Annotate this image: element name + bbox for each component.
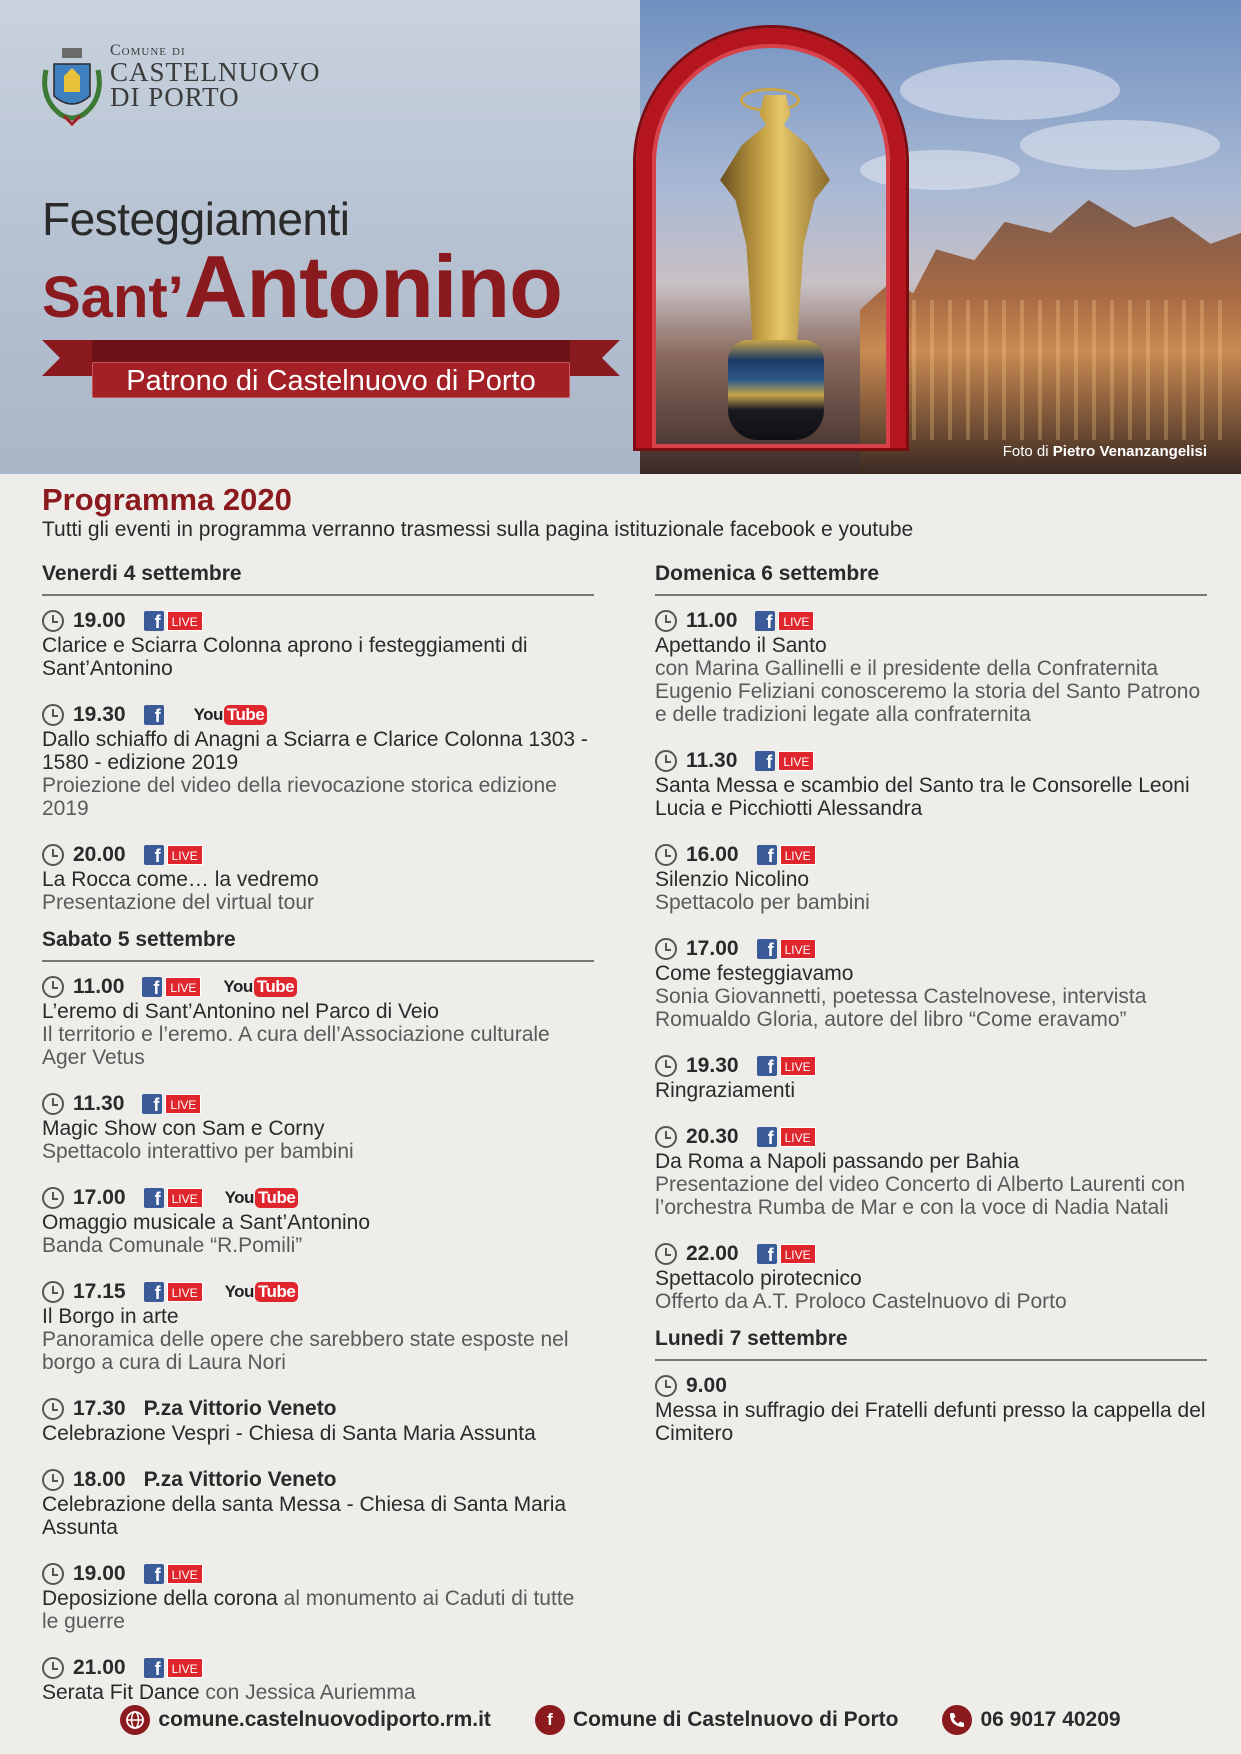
clock-icon: [42, 1093, 64, 1115]
clock-icon: [42, 1281, 64, 1303]
event-title: Spettacolo pirotecnico: [655, 1267, 862, 1290]
day-heading: Venerdi 4 settembre: [42, 562, 594, 596]
comune-name: CASTELNUOVO DI PORTO: [110, 57, 321, 112]
event-item: [42, 974, 594, 1069]
footer-contacts: [0, 1700, 1241, 1740]
facebook-icon: f: [142, 977, 162, 997]
photo-credit-author: Pietro Venanzangelisi: [1052, 443, 1207, 460]
live-badge: LIVE: [167, 1188, 203, 1208]
youtube-tube: Tube: [255, 1188, 298, 1208]
facebook-icon: f: [535, 1705, 565, 1735]
comune-label: Comune di: [110, 42, 186, 59]
event-time: 17.15: [73, 1280, 126, 1303]
footer-website[interactable]: [120, 1705, 491, 1735]
footer-facebook[interactable]: [535, 1705, 899, 1735]
facebook-icon: f: [757, 1127, 777, 1147]
event-time: 20.00: [73, 843, 126, 866]
live-badge: LIVE: [780, 939, 816, 959]
event-time: 19.30: [73, 703, 126, 726]
clock-icon: [655, 938, 677, 960]
facebook-icon: f: [755, 611, 775, 631]
event-title: Celebrazione Vespri - Chiesa di Santa Maria Assunta: [42, 1422, 536, 1445]
live-badge: LIVE: [165, 1094, 201, 1114]
live-badge: LIVE: [780, 1127, 816, 1147]
clock-icon: [655, 750, 677, 772]
event-item: [655, 1053, 1207, 1102]
facebook-icon: f: [144, 845, 164, 865]
facebook-icon: f: [757, 939, 777, 959]
event-item: [655, 842, 1207, 914]
clock-icon: [42, 976, 64, 998]
event-item: [42, 1655, 594, 1704]
event-title: Come festeggiavamo: [655, 962, 854, 985]
facebook-icon: f: [144, 705, 164, 725]
event-time: 16.00: [686, 843, 739, 866]
header-banner: [0, 0, 1241, 474]
event-time: 18.00: [73, 1468, 126, 1491]
cloud: [900, 60, 1120, 120]
facebook-icon: f: [144, 1282, 164, 1302]
event-description: Il territorio e l’eremo. A cura dell’Associazione culturale Ager Vetus: [42, 1023, 550, 1069]
event-title-main: Serata Fit Dance: [42, 1681, 200, 1704]
event-place: P.za Vittorio Veneto: [143, 1397, 337, 1420]
event-title: Dallo schiaffo di Anagni a Sciarra e Clarice Colonna 1303 - 1580 - edizione 2019: [42, 728, 588, 774]
event-item: [42, 1561, 594, 1633]
live-badge: LIVE: [167, 1564, 203, 1584]
youtube-tube: Tube: [254, 977, 297, 997]
event-description: Offerto da A.T. Proloco Castelnuovo di Porto: [655, 1290, 1067, 1313]
photo-credit-prefix: Foto di: [1002, 443, 1053, 460]
day-heading: Domenica 6 settembre: [655, 562, 1207, 596]
program-title: Programma 2020: [42, 482, 292, 517]
event-description: Banda Comunale “R.Pomili”: [42, 1234, 303, 1257]
event-title: Santa Messa e scambio del Santo tra le Consorelle Leoni Lucia e Picchiotti Alessandra: [655, 774, 1190, 820]
event-title-rest: con Jessica Auriemma: [199, 1681, 416, 1704]
town-lights: [880, 300, 1230, 440]
event-time: 20.30: [686, 1125, 739, 1148]
cloud: [1020, 120, 1220, 170]
youtube-you: You: [224, 1188, 254, 1207]
event-item: [655, 1124, 1207, 1219]
clock-icon: [42, 1398, 64, 1420]
event-title: Magic Show con Sam e Corny: [42, 1117, 325, 1140]
event-title: Celebrazione della santa Messa - Chiesa di Santa Maria Assunta: [42, 1493, 567, 1539]
event-item: [42, 1279, 594, 1374]
event-title: Il Borgo in arte: [42, 1305, 179, 1328]
clock-icon: [42, 1469, 64, 1491]
live-badge: LIVE: [780, 845, 816, 865]
live-badge: LIVE: [167, 1282, 203, 1302]
event-description: Panoramica delle opere che sarebbero state esposte nel borgo a cura di Laura Nori: [42, 1328, 569, 1374]
event-time: 9.00: [686, 1374, 727, 1397]
event-item: [42, 1396, 594, 1445]
comune-logo: [40, 42, 320, 132]
clock-icon: [42, 1187, 64, 1209]
facebook-icon: f: [757, 1056, 777, 1076]
clock-icon: [42, 844, 64, 866]
facebook-icon: f: [144, 1564, 164, 1584]
clock-icon: [655, 844, 677, 866]
title-sant: Sant’: [42, 265, 184, 330]
crest-icon: [40, 46, 104, 130]
event-description: Spettacolo interattivo per bambini: [42, 1140, 354, 1163]
clock-icon: [42, 1563, 64, 1585]
festeggiamenti-title: Festeggiamenti: [42, 193, 350, 245]
day-heading: Sabato 5 settembre: [42, 928, 594, 962]
event-time: 19.00: [73, 609, 126, 632]
event-item: [655, 1373, 1207, 1445]
youtube-icon: [223, 977, 297, 997]
event-title-main: Deposizione della corona: [42, 1587, 278, 1610]
event-description: Sonia Giovannetti, poetessa Castelnovese, intervista Romualdo Gloria, autore del libro “Come eravamo”: [655, 985, 1147, 1031]
phone-icon: [942, 1705, 972, 1735]
facebook-icon: f: [142, 1094, 162, 1114]
event-title: Ringraziamenti: [655, 1079, 796, 1102]
clock-icon: [655, 610, 677, 632]
ribbon-banner: [42, 340, 620, 400]
facebook-icon: f: [757, 845, 777, 865]
clock-icon: [655, 1126, 677, 1148]
event-time: 11.00: [686, 609, 738, 632]
event-item: [42, 702, 594, 820]
live-badge: LIVE: [778, 611, 814, 631]
program-subtitle: Tutti gli eventi in programma verranno trasmessi sulla pagina istituzionale facebook e youtube: [42, 518, 914, 541]
event-time: 17.00: [73, 1186, 126, 1209]
event-time: 22.00: [686, 1242, 739, 1265]
event-title: La Rocca come… la vedremo: [42, 868, 319, 891]
program-column-left: [42, 562, 594, 1726]
footer-phone[interactable]: [942, 1705, 1120, 1735]
live-badge: LIVE: [167, 611, 203, 631]
globe-icon: [120, 1705, 150, 1735]
youtube-you: You: [193, 705, 223, 724]
facebook-icon: f: [757, 1244, 777, 1264]
event-description: con Marina Gallinelli e il presidente della Confraternita Eugenio Feliziani conosceremo la storia del Santo Patrono e delle tradizioni legate alla confraternita: [655, 657, 1201, 726]
event-description: Proiezione del video della rievocazione storica edizione 2019: [42, 774, 557, 820]
event-item: [42, 608, 594, 680]
event-time: 21.00: [73, 1656, 126, 1679]
event-title: Da Roma a Napoli passando per Bahia: [655, 1150, 1020, 1173]
live-badge: LIVE: [165, 977, 201, 997]
event-title: [42, 1587, 594, 1633]
clock-icon: [42, 610, 64, 632]
event-item: [655, 748, 1207, 820]
event-title: Clarice e Sciarra Colonna aprono i festeggiamenti di Sant’Antonino: [42, 634, 528, 680]
event-description: Presentazione del video Concerto di Alberto Laurenti con l’orchestra Rumba de Mar e con la voce di Nadia Natali: [655, 1173, 1186, 1219]
website-link[interactable]: comune.castelnuovodiporto.rm.it: [158, 1708, 491, 1731]
youtube-icon: [194, 705, 268, 725]
youtube-tube: Tube: [224, 705, 267, 725]
event-item: [42, 1185, 594, 1257]
event-description: Spettacolo per bambini: [655, 891, 870, 914]
event-item: [42, 842, 594, 914]
event-title: Silenzio Nicolino: [655, 868, 810, 891]
event-time: 19.30: [686, 1054, 739, 1077]
event-time: 11.30: [73, 1092, 125, 1115]
event-title-rest: al monumento ai Caduti di tutte le guerre: [42, 1587, 575, 1633]
clock-icon: [42, 1657, 64, 1679]
event-time: 11.00: [73, 975, 125, 998]
live-badge: LIVE: [780, 1244, 816, 1264]
event-time: 17.30: [73, 1397, 126, 1420]
facebook-icon: f: [144, 1658, 164, 1678]
day-heading: Lunedi 7 settembre: [655, 1327, 1207, 1361]
clock-icon: [655, 1375, 677, 1397]
event-description: Presentazione del virtual tour: [42, 891, 314, 914]
facebook-page-link[interactable]: Comune di Castelnuovo di Porto: [572, 1708, 899, 1731]
event-time: 11.30: [686, 749, 738, 772]
clock-icon: [42, 704, 64, 726]
program-column-right: [655, 562, 1207, 1467]
event-time: 19.00: [73, 1562, 126, 1585]
event-title: Omaggio musicale a Sant’Antonino: [42, 1211, 371, 1234]
youtube-you: You: [223, 977, 253, 996]
event-title: Apettando il Santo: [655, 634, 827, 657]
photo-credit: [1003, 443, 1207, 460]
live-badge: LIVE: [167, 845, 203, 865]
facebook-icon: f: [144, 1188, 164, 1208]
live-badge: LIVE: [778, 751, 814, 771]
event-item: [655, 936, 1207, 1031]
phone-number[interactable]: 06 9017 40209: [980, 1708, 1121, 1731]
event-item: [42, 1091, 594, 1163]
event-title: L’eremo di Sant’Antonino nel Parco di Veio: [42, 1000, 439, 1023]
youtube-you: You: [224, 1282, 254, 1301]
event-place: P.za Vittorio Veneto: [143, 1468, 337, 1491]
youtube-icon: [225, 1282, 299, 1302]
statue-base: [728, 340, 824, 440]
live-badge: LIVE: [167, 1658, 203, 1678]
event-item: [655, 608, 1207, 726]
facebook-icon: f: [144, 611, 164, 631]
youtube-tube: Tube: [255, 1282, 298, 1302]
facebook-icon: f: [755, 751, 775, 771]
ribbon-text: Patrono di Castelnuovo di Porto: [92, 362, 570, 398]
clock-icon: [655, 1243, 677, 1265]
youtube-icon: [225, 1188, 299, 1208]
event-title: Messa in suffragio dei Fratelli defunti presso la cappella del Cimitero: [655, 1399, 1206, 1445]
event-time: 17.00: [686, 937, 739, 960]
clock-icon: [655, 1055, 677, 1077]
main-title: [42, 236, 562, 338]
live-badge: LIVE: [780, 1056, 816, 1076]
event-item: [655, 1241, 1207, 1313]
event-item: [42, 1467, 594, 1539]
title-antonino: Antonino: [183, 237, 562, 336]
